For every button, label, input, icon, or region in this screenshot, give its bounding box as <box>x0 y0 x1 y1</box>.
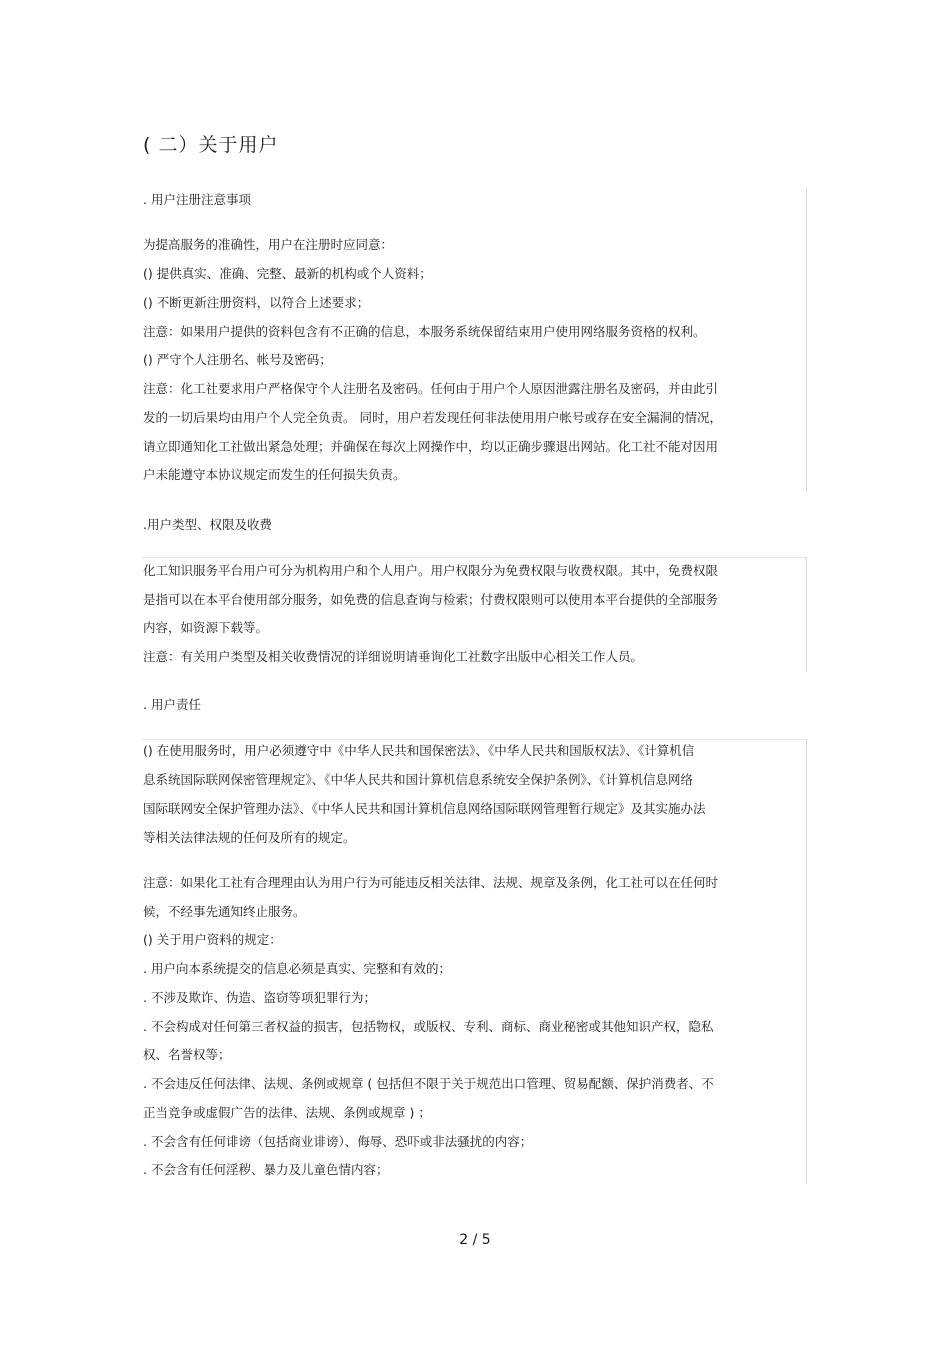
text-line: 候，不经事先通知终止服务。 <box>143 904 306 919</box>
section-heading-registration: . 用户注册注意事项 <box>143 192 251 207</box>
text-line: () 提供真实、准确、完整、最新的机构或个人资料； <box>143 266 432 281</box>
text-line: 化工知识服务平台用户可分为机构用户和个人用户。用户权限分为免费权限与收费权限。其中，免费权限 <box>143 563 719 578</box>
text-line: () 不断更新注册资料，以符合上述要求； <box>143 295 370 310</box>
text-line: 注意：如果化工社有合理理由认为用户行为可能违反相关法律、法规、规章及条例，化工社可以在任何时 <box>143 875 719 890</box>
text-line: 等相关法律法规的任何及所有的规定。 <box>143 830 356 845</box>
page-number: 2 / 5 <box>459 1232 491 1248</box>
text-line: 注意：如果用户提供的资料包含有不正确的信息，本服务系统保留结束用户使用网络服务资格的权利。 <box>143 324 706 339</box>
text-line: 是指可以在本平台使用部分服务，如免费的信息查询与检索；付费权限则可以使用本平台提供的全部服务 <box>143 592 719 607</box>
text-line: 权、名誉权等； <box>143 1047 231 1062</box>
section-title: ( 二）关于用户 <box>143 134 279 156</box>
section-heading-user-responsibility: . 用户责任 <box>143 697 201 712</box>
text-line: 息系统国际联网保密管理规定》、《中华人民共和国计算机信息系统安全保护条例》、《计算机信息网络 <box>143 772 694 787</box>
text-line: . 不涉及欺诈、伪造、盗窃等项犯罪行为； <box>143 990 376 1005</box>
text-line: 发的一切后果均由用户个人完全负责。 同时，用户若发现任何非法使用用户帐号或存在安全漏洞的情况， <box>143 410 722 425</box>
text-line: . 不会含有任何诽谤（包括商业诽谤）、侮辱、恐吓或非法骚扰的内容； <box>143 1134 533 1149</box>
text-line: 注意：化工社要求用户严格保守个人注册名及密码。任何由于用户个人原因泄露注册名及密码，并由此引 <box>143 381 719 396</box>
text-line: 户未能遵守本协议规定而发生的任何损失负责。 <box>143 467 406 482</box>
text-line: () 在使用服务时，用户必须遵守中《中华人民共和国保密法》、《中华人民共和国版权法》、《计算机信 <box>143 743 695 758</box>
text-line: . 用户向本系统提交的信息必须是真实、完整和有效的； <box>143 961 451 976</box>
text-line: . 不会违反任何法律、法规、条例或规章 ( 包括但不限于关于规范出口管理、贸易配额、保护消费者、不 <box>143 1076 714 1091</box>
text-line: . 不会含有任何淫秽、暴力及儿童色情内容； <box>143 1162 389 1177</box>
section-heading-user-types: .用户类型、权限及收费 <box>143 517 272 532</box>
text-line: 正当竞争或虚假广告的法律、法规、条例或规章 ) ； <box>143 1105 431 1120</box>
text-line: 国际联网安全保护管理办法》、《中华人民共和国计算机信息网络国际联网管理暂行规定》及其实施办法 <box>143 801 706 816</box>
text-line: 为提高服务的准确性，用户在注册时应同意： <box>143 237 394 252</box>
text-line: () 严守个人注册名、帐号及密码； <box>143 352 332 367</box>
text-line: . 不会构成对任何第三者权益的损害，包括物权，或版权、专利、商标、商业秘密或其他知识产权，隐私 <box>143 1019 714 1034</box>
text-line: 注意：有关用户类型及相关收费情况的详细说明请垂询化工社数字出版中心相关工作人员。 <box>143 649 644 664</box>
text-line: () 关于用户资料的规定： <box>143 932 282 947</box>
text-line: 内容，如资源下载等。 <box>143 620 269 635</box>
text-line: 请立即通知化工社做出紧急处理；并确保在每次上网操作中，均以正确步骤退出网站。化工社不能对因用 <box>143 439 719 454</box>
